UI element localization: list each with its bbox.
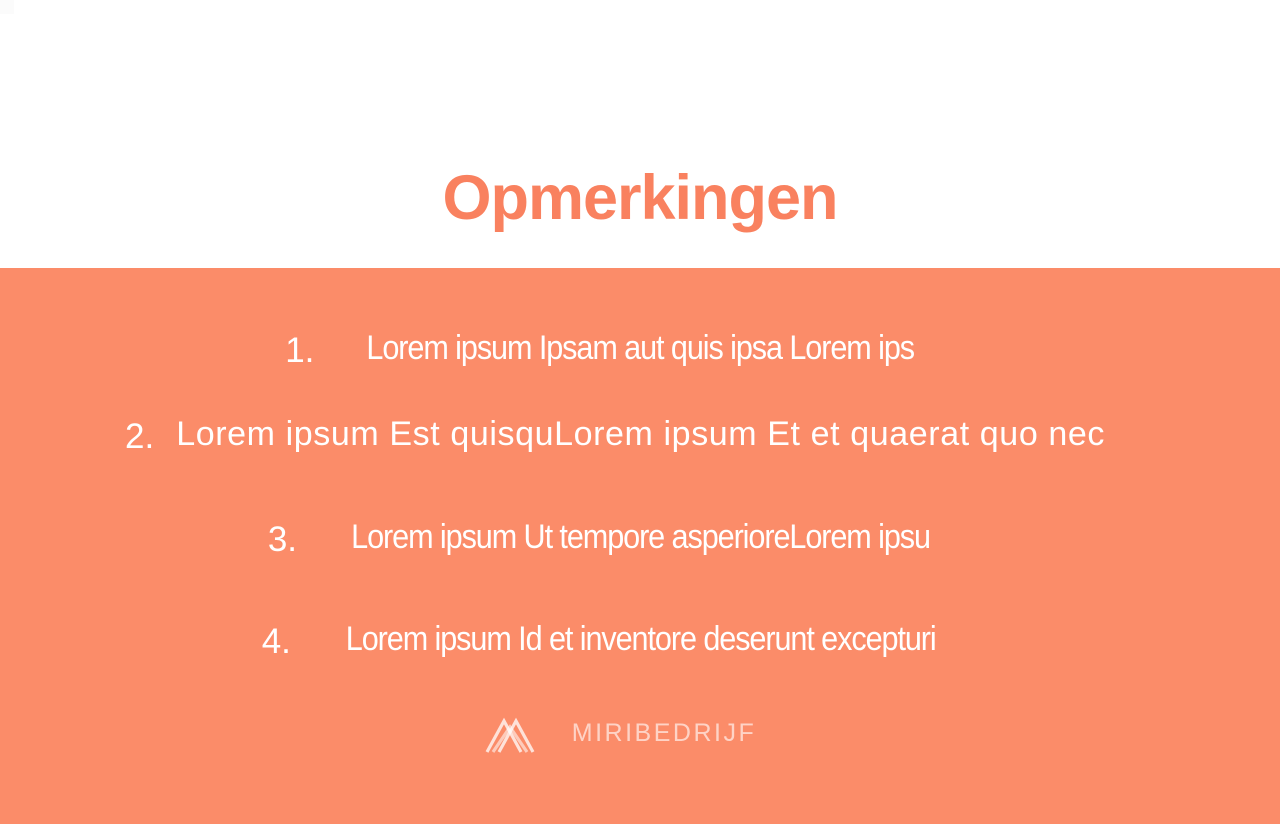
list-item-text: Lorem ipsum Id et inventore deserunt excepturi (345, 620, 936, 658)
list-item-number: 2. (124, 417, 155, 456)
title-band (0, 0, 1280, 268)
list-item-number: 1. (285, 331, 315, 370)
list-item-text: Lorem ipsum Ipsam aut quis ipsa Lorem ips (366, 329, 915, 367)
brand-footer (0, 712, 1240, 754)
list-item-text: Lorem ipsum Est quisquLorem ipsum Et et quaerat quo nec (176, 415, 1105, 453)
list-item (0, 328, 1230, 368)
list-item (0, 517, 1230, 557)
brand-name: MIRIBEDRIJF (571, 718, 757, 747)
corner-artifact (0, 0, 14, 14)
list-item-number: 4. (261, 622, 291, 661)
list-item-number: 3. (267, 520, 298, 559)
list-item (0, 414, 1230, 454)
list-item-text: Lorem ipsum Ut tempore asperioreLorem ipsu (351, 518, 930, 556)
slide-title: Opmerkingen (442, 163, 838, 233)
mountain-peaks-icon (484, 712, 540, 754)
list-item (0, 619, 1230, 659)
content-band (0, 268, 1280, 824)
